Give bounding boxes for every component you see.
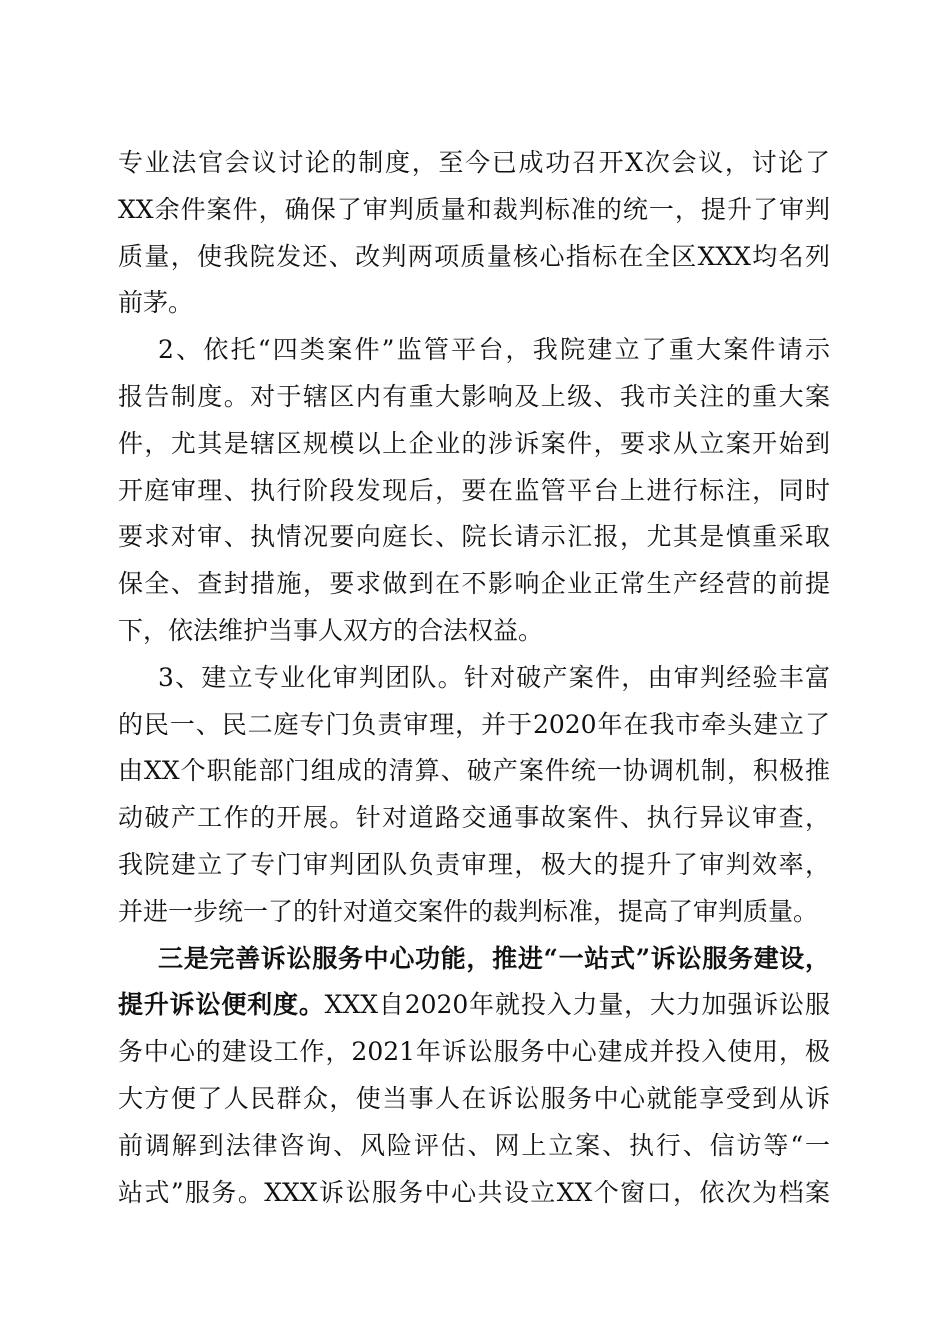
text-line: 由XX个职能部门组成的清算、破产案件统一协调机制，积极推 — [118, 756, 830, 786]
text-line: 下，依法维护当事人双方的合法权益。 — [118, 615, 544, 645]
paragraph-1 — [118, 140, 830, 327]
text-line: 我院建立了专门审判团队负责审理，极大的提升了审判效率， — [118, 849, 830, 879]
text-line: 专业法官会议讨论的制度，至今已成功召开X次会议，讨论了 — [118, 148, 830, 177]
text-line: 保全、查封措施，要求做到在不影响企业正常生产经营的前提 — [118, 569, 830, 599]
paragraph-3 — [118, 655, 830, 936]
section-heading-tail: 提升诉讼便利度。 — [118, 990, 325, 1020]
text-line: 大方便了人民群众，使当事人在诉讼服务中心就能享受到从诉 — [118, 1083, 830, 1113]
text-line: 3、建立专业化审判团队。针对破产案件，由审判经验丰富 — [158, 662, 830, 692]
text-line: 开庭审理、执行阶段发现后，要在监管平台上进行标注，同时 — [118, 475, 830, 505]
paragraph-4 — [118, 936, 830, 1217]
text-line: XX余件案件，确保了审判质量和裁判标准的统一，提升了审判 — [118, 194, 830, 224]
text-line: 前茅。 — [118, 288, 194, 318]
text-line: 件，尤其是辖区规模以上企业的涉诉案件，要求从立案开始到 — [118, 428, 830, 458]
text-line — [118, 982, 830, 1029]
section-heading-line: 三是完善诉讼服务中心功能，推进“一站式”诉讼服务建设， — [158, 943, 830, 973]
text-line: 要求对审、执情况要向庭长、院长请示汇报，尤其是慎重采取 — [118, 522, 830, 552]
text-line: 动破产工作的开展。针对道路交通事故案件、执行异议审查， — [118, 803, 830, 833]
text-line: 站式”服务。XXX诉讼服务中心共设立XX个窗口，依次为档案 — [118, 1177, 830, 1207]
text-line: 的民一、民二庭专门负责审理，并于2020年在我市牵头建立了 — [118, 709, 830, 739]
text-line: 报告制度。对于辖区内有重大影响及上级、我市关注的重大案 — [118, 381, 830, 411]
text-line: 务中心的建设工作，2021年诉讼服务中心建成并投入使用，极 — [118, 1037, 830, 1067]
text-line: 前调解到法律咨询、风险评估、网上立案、执行、信访等“一 — [118, 1130, 830, 1160]
text-line: 并进一步统一了的针对道交案件的裁判标准，提高了审判质量。 — [118, 896, 819, 926]
document-body — [118, 140, 830, 1216]
text-line: 质量，使我院发还、改判两项质量核心指标在全区XXX均名列 — [118, 241, 830, 271]
text-line: 2、依托“四类案件”监管平台，我院建立了重大案件请示 — [158, 335, 830, 365]
text-span: XXX自2020年就投入力量，大力加强诉讼服 — [324, 990, 830, 1020]
paragraph-2 — [118, 327, 830, 655]
